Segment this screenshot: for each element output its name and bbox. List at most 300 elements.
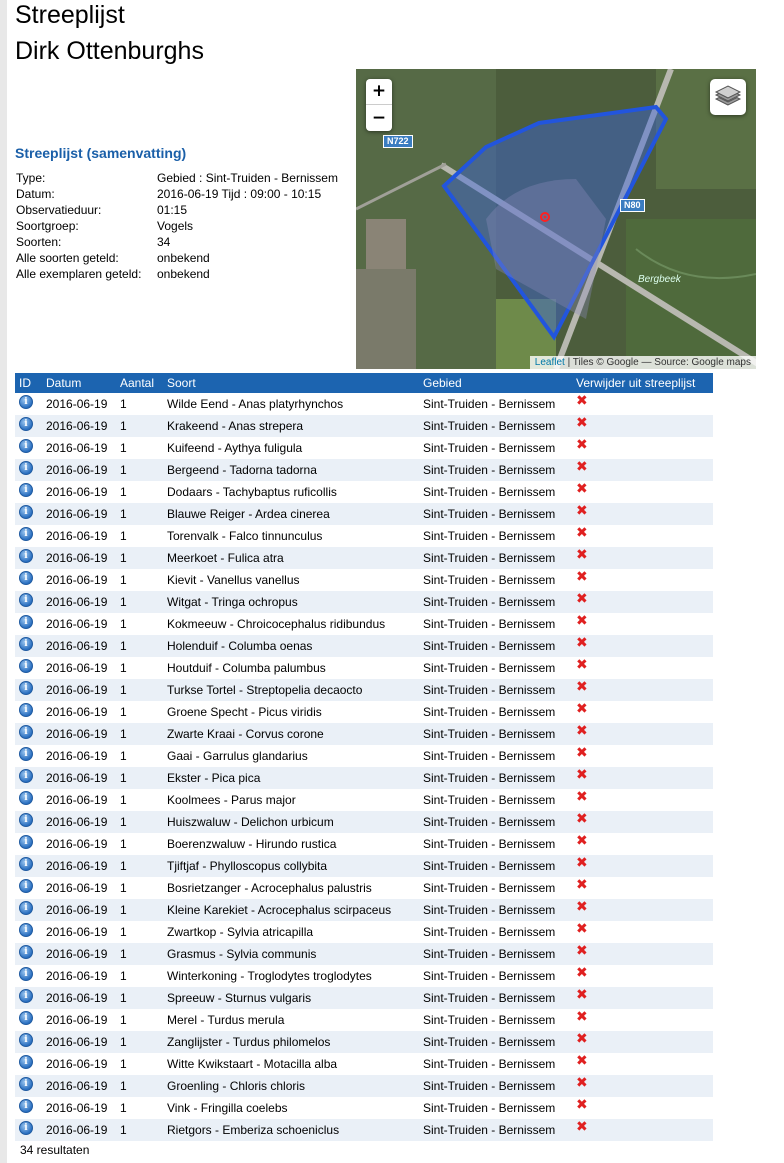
table-row — [15, 899, 713, 921]
info-icon[interactable]: i — [19, 989, 33, 1003]
cell-verwijder — [572, 1075, 713, 1097]
info-icon[interactable]: i — [19, 417, 33, 431]
info-icon[interactable]: i — [19, 395, 33, 409]
cell-verwijder — [572, 657, 713, 679]
table-row — [15, 1075, 713, 1097]
table-row — [15, 613, 713, 635]
cell-verwijder — [572, 547, 713, 569]
cell-id — [15, 767, 42, 789]
cell-id — [15, 437, 42, 459]
cell-datum: 2016-06-19 — [42, 635, 116, 657]
cell-aantal: 1 — [120, 397, 127, 411]
cell-datum: 2016-06-19 — [46, 1057, 108, 1071]
cell-id — [15, 569, 42, 591]
cell-verwijder — [572, 1119, 713, 1141]
cell-soort: Kuifeend - Aythya fuligula — [167, 441, 303, 455]
info-icon[interactable]: i — [19, 659, 33, 673]
cell-soort: Spreeuw - Sturnus vulgaris — [163, 987, 419, 1009]
delete-x-icon[interactable]: ✖ — [576, 899, 588, 915]
delete-x-icon[interactable]: ✖ — [576, 437, 588, 453]
delete-x-icon[interactable]: ✖ — [576, 657, 588, 673]
cell-aantal: 1 — [120, 1013, 127, 1027]
cell-datum: 2016-06-19 — [42, 723, 116, 745]
delete-x-icon[interactable]: ✖ — [576, 1009, 588, 1025]
cell-soort: Ekster - Pica pica — [163, 767, 419, 789]
map-view[interactable] — [356, 69, 756, 369]
summary-value: onbekend — [157, 267, 210, 281]
cell-aantal: 1 — [116, 591, 163, 613]
cell-aantal: 1 — [116, 767, 163, 789]
delete-x-icon[interactable]: ✖ — [576, 855, 588, 871]
table-row — [15, 459, 713, 481]
table-row — [15, 1031, 713, 1053]
cell-aantal: 1 — [116, 459, 163, 481]
cell-soort: Kleine Karekiet - Acrocephalus scirpaceus — [163, 899, 419, 921]
cell-aantal: 1 — [120, 749, 127, 763]
delete-x-icon[interactable]: ✖ — [576, 811, 588, 827]
map-attribution — [530, 356, 756, 369]
summary-label: Soortgroep: — [16, 219, 79, 233]
cell-datum: 2016-06-19 — [46, 441, 108, 455]
table-row — [15, 833, 713, 855]
delete-x-icon[interactable]: ✖ — [576, 767, 588, 783]
cell-soort: Turkse Tortel - Streptopelia decaocto — [163, 679, 419, 701]
cell-datum: 2016-06-19 — [42, 855, 116, 877]
cell-soort: Gaai - Garrulus glandarius — [167, 749, 308, 763]
info-icon[interactable]: i — [19, 923, 33, 937]
cell-gebied: Sint-Truiden - Bernissem — [423, 617, 556, 631]
info-icon[interactable]: i — [19, 1077, 33, 1091]
table-row — [15, 811, 713, 833]
delete-x-icon[interactable]: ✖ — [576, 591, 588, 607]
cell-id — [15, 1097, 42, 1119]
cell-soort: Blauwe Reiger - Ardea cinerea — [163, 503, 419, 525]
cell-datum: 2016-06-19 — [42, 503, 116, 525]
cell-soort: Wilde Eend - Anas platyrhynchos — [167, 397, 344, 411]
cell-id — [15, 1009, 42, 1031]
cell-datum: 2016-06-19 — [42, 459, 116, 481]
cell-soort: Houtduif - Columba palumbus — [167, 661, 326, 675]
cell-soort: Witte Kwikstaart - Motacilla alba — [167, 1057, 338, 1071]
cell-id — [15, 635, 42, 657]
cell-datum: 2016-06-19 — [46, 485, 108, 499]
cell-soort: Kievit - Vanellus vanellus — [167, 573, 300, 587]
cell-soort: Zanglijster - Turdus philomelos — [163, 1031, 419, 1053]
cell-datum: 2016-06-19 — [42, 899, 116, 921]
info-icon[interactable]: i — [19, 725, 33, 739]
cell-aantal: 1 — [116, 723, 163, 745]
place-label: Bergbeek — [638, 274, 681, 285]
cell-gebied: Sint-Truiden - Bernissem — [419, 415, 572, 437]
cell-datum: 2016-06-19 — [46, 1101, 108, 1115]
summary-label: Type: — [16, 171, 46, 185]
info-icon[interactable]: i — [19, 1121, 33, 1135]
page-title: Streeplijst — [15, 1, 125, 29]
cell-aantal: 1 — [116, 987, 163, 1009]
cell-datum: 2016-06-19 — [42, 767, 116, 789]
cell-aantal: 1 — [120, 1057, 127, 1071]
info-icon[interactable]: i — [19, 461, 33, 475]
cell-gebied: Sint-Truiden - Bernissem — [423, 969, 556, 983]
cell-datum: 2016-06-19 — [42, 679, 116, 701]
cell-gebied: Sint-Truiden - Bernissem — [423, 485, 556, 499]
summary-row — [16, 234, 342, 250]
road-label-n722: N722 — [383, 135, 413, 148]
cell-verwijder — [572, 525, 713, 547]
info-icon[interactable]: i — [19, 857, 33, 871]
cell-id — [15, 679, 42, 701]
cell-gebied: Sint-Truiden - Bernissem — [423, 749, 556, 763]
cell-gebied: Sint-Truiden - Bernissem — [419, 767, 572, 789]
table-row — [15, 437, 713, 459]
info-icon[interactable]: i — [19, 681, 33, 695]
cell-gebied: Sint-Truiden - Bernissem — [423, 1057, 556, 1071]
cell-id — [15, 723, 42, 745]
cell-gebied: Sint-Truiden - Bernissem — [419, 1075, 572, 1097]
delete-x-icon[interactable]: ✖ — [576, 1031, 588, 1047]
cell-soort: Vink - Fringilla coelebs — [167, 1101, 288, 1115]
table-row — [15, 415, 713, 437]
cell-gebied: Sint-Truiden - Bernissem — [419, 943, 572, 965]
cell-datum: 2016-06-19 — [46, 661, 108, 675]
cell-aantal: 1 — [120, 837, 127, 851]
cell-soort: Huiszwaluw - Delichon urbicum — [163, 811, 419, 833]
summary-label: Observatieduur: — [16, 203, 102, 217]
cell-aantal: 1 — [120, 1101, 127, 1115]
summary-row — [16, 250, 342, 266]
info-icon[interactable]: i — [19, 703, 33, 717]
cell-verwijder — [572, 393, 713, 415]
table-row — [15, 767, 713, 789]
cell-soort: Merel - Turdus merula — [167, 1013, 285, 1027]
cell-datum: 2016-06-19 — [42, 591, 116, 613]
summary-value: 01:15 — [157, 203, 188, 217]
cell-id — [15, 745, 42, 767]
cell-datum: 2016-06-19 — [46, 573, 108, 587]
cell-aantal: 1 — [120, 881, 127, 895]
cell-id — [15, 833, 42, 855]
cell-soort: Grasmus - Sylvia communis — [163, 943, 419, 965]
cell-aantal: 1 — [116, 635, 163, 657]
cell-verwijder — [572, 855, 713, 877]
delete-x-icon[interactable]: ✖ — [576, 789, 588, 805]
cell-verwijder — [572, 965, 713, 987]
info-icon[interactable]: i — [19, 637, 33, 651]
delete-x-icon[interactable]: ✖ — [576, 965, 588, 981]
col-header-verwijder: Verwijder uit streeplijst — [572, 373, 713, 393]
delete-x-icon[interactable]: ✖ — [576, 745, 588, 761]
summary-row — [16, 186, 342, 202]
cell-id — [15, 987, 42, 1009]
info-icon[interactable]: i — [19, 1033, 33, 1047]
col-header-gebied[interactable]: Gebied — [419, 373, 572, 393]
cell-gebied: Sint-Truiden - Bernissem — [423, 925, 556, 939]
cell-aantal: 1 — [120, 705, 127, 719]
result-count: 34 resultaten — [20, 1143, 90, 1157]
cell-datum: 2016-06-19 — [42, 1119, 116, 1141]
cell-id — [15, 481, 42, 503]
cell-verwijder — [572, 701, 713, 723]
delete-x-icon[interactable]: ✖ — [576, 921, 588, 937]
info-icon[interactable]: i — [19, 571, 33, 585]
table-row — [15, 1053, 713, 1075]
delete-x-icon[interactable]: ✖ — [576, 393, 588, 409]
cell-verwijder — [572, 899, 713, 921]
delete-x-icon[interactable]: ✖ — [576, 877, 588, 893]
info-icon[interactable]: i — [19, 505, 33, 519]
info-icon[interactable]: i — [19, 791, 33, 805]
cell-aantal: 1 — [120, 661, 127, 675]
delete-x-icon[interactable]: ✖ — [576, 723, 588, 739]
summary-value: onbekend — [157, 251, 210, 265]
info-icon[interactable]: i — [19, 769, 33, 783]
table-row — [15, 679, 713, 701]
cell-verwijder — [572, 635, 713, 657]
delete-x-icon[interactable]: ✖ — [576, 1075, 588, 1091]
cell-verwijder — [572, 943, 713, 965]
cell-gebied: Sint-Truiden - Bernissem — [419, 1031, 572, 1053]
cell-datum: 2016-06-19 — [46, 837, 108, 851]
cell-aantal: 1 — [116, 1075, 163, 1097]
cell-id — [15, 877, 42, 899]
summary-value: 34 — [157, 235, 171, 249]
summary-label: Datum: — [16, 187, 55, 201]
cell-soort: Meerkoet - Fulica atra — [163, 547, 419, 569]
cell-datum: 2016-06-19 — [42, 1031, 116, 1053]
summary-value: Gebied : Sint-Truiden - Bernissem — [157, 171, 338, 185]
cell-id — [15, 899, 42, 921]
summary-table — [16, 170, 342, 282]
layers-icon — [710, 79, 746, 115]
col-header-soort[interactable]: Soort — [163, 373, 419, 393]
cell-soort: Dodaars - Tachybaptus ruficollis — [167, 485, 337, 499]
table-header-row — [15, 373, 713, 393]
cell-soort: Kokmeeuw - Chroicocephalus ridibundus — [167, 617, 386, 631]
cell-aantal: 1 — [116, 415, 163, 437]
delete-x-icon[interactable]: ✖ — [576, 679, 588, 695]
cell-verwijder — [572, 1097, 713, 1119]
cell-gebied: Sint-Truiden - Bernissem — [419, 459, 572, 481]
col-header-aantal[interactable]: Aantal — [116, 373, 163, 393]
cell-soort: Bergeend - Tadorna tadorna — [163, 459, 419, 481]
info-icon[interactable]: i — [19, 593, 33, 607]
info-icon[interactable]: i — [19, 483, 33, 497]
cell-soort: Rietgors - Emberiza schoeniclus — [163, 1119, 419, 1141]
info-icon[interactable]: i — [19, 945, 33, 959]
cell-id — [15, 811, 42, 833]
info-icon[interactable]: i — [19, 901, 33, 915]
cell-soort: Witgat - Tringa ochropus — [163, 591, 419, 613]
table-row — [15, 635, 713, 657]
info-icon[interactable]: i — [19, 967, 33, 981]
zoom-out-button[interactable]: − — [371, 108, 387, 128]
cell-gebied: Sint-Truiden - Bernissem — [419, 503, 572, 525]
cell-aantal: 1 — [120, 617, 127, 631]
cell-aantal: 1 — [116, 811, 163, 833]
cell-gebied: Sint-Truiden - Bernissem — [419, 723, 572, 745]
cell-datum: 2016-06-19 — [42, 811, 116, 833]
info-icon[interactable]: i — [19, 615, 33, 629]
delete-x-icon[interactable]: ✖ — [576, 1097, 588, 1113]
cell-datum: 2016-06-19 — [42, 943, 116, 965]
summary-row — [16, 202, 342, 218]
info-icon[interactable]: i — [19, 549, 33, 563]
cell-aantal: 1 — [120, 529, 127, 543]
cell-gebied: Sint-Truiden - Bernissem — [419, 547, 572, 569]
cell-id — [15, 965, 42, 987]
cell-datum: 2016-06-19 — [42, 1075, 116, 1097]
delete-x-icon[interactable]: ✖ — [576, 503, 588, 519]
cell-datum: 2016-06-19 — [42, 987, 116, 1009]
info-icon[interactable]: i — [19, 1099, 33, 1113]
cell-id — [15, 591, 42, 613]
table-row — [15, 481, 713, 503]
delete-x-icon[interactable]: ✖ — [576, 459, 588, 475]
cell-datum: 2016-06-19 — [46, 529, 108, 543]
col-header-datum[interactable]: Datum — [42, 373, 116, 393]
cell-id — [15, 459, 42, 481]
cell-id — [15, 1075, 42, 1097]
cell-verwijder — [572, 503, 713, 525]
cell-soort: Zwarte Kraai - Corvus corone — [163, 723, 419, 745]
table-row — [15, 701, 713, 723]
table-row — [15, 1119, 713, 1141]
cell-aantal: 1 — [116, 679, 163, 701]
info-icon[interactable]: i — [19, 439, 33, 453]
table-row — [15, 789, 713, 811]
cell-soort: Winterkoning - Troglodytes troglodytes — [167, 969, 372, 983]
cell-datum: 2016-06-19 — [46, 749, 108, 763]
map-imagery — [356, 69, 756, 369]
cell-verwijder — [572, 1053, 713, 1075]
summary-value: Vogels — [157, 219, 194, 233]
cell-aantal: 1 — [120, 485, 127, 499]
cell-id — [15, 547, 42, 569]
table-row — [15, 547, 713, 569]
info-icon[interactable]: i — [19, 835, 33, 849]
cell-verwijder — [572, 415, 713, 437]
info-icon[interactable]: i — [19, 813, 33, 827]
cell-datum: 2016-06-19 — [42, 415, 116, 437]
cell-verwijder — [572, 481, 713, 503]
cell-aantal: 1 — [116, 1031, 163, 1053]
delete-x-icon[interactable]: ✖ — [576, 635, 588, 651]
table-row — [15, 965, 713, 987]
table-row — [15, 943, 713, 965]
cell-soort: Holenduif - Columba oenas — [163, 635, 419, 657]
delete-x-icon[interactable]: ✖ — [576, 569, 588, 585]
cell-gebied: Sint-Truiden - Bernissem — [423, 1101, 556, 1115]
summary-value: 2016-06-19 Tijd : 09:00 - 10:15 — [157, 187, 322, 201]
zoom-control — [366, 79, 392, 131]
zoom-in-button[interactable]: + — [366, 79, 392, 105]
layers-button[interactable] — [710, 79, 746, 115]
info-icon[interactable]: i — [19, 1055, 33, 1069]
cell-id — [15, 789, 42, 811]
cell-id — [15, 415, 42, 437]
table-row — [15, 745, 713, 767]
delete-x-icon[interactable]: ✖ — [576, 943, 588, 959]
cell-soort: Tjiftjaf - Phylloscopus collybita — [163, 855, 419, 877]
info-icon[interactable]: i — [19, 1011, 33, 1025]
cell-aantal: 1 — [120, 793, 127, 807]
cell-aantal: 1 — [120, 969, 127, 983]
cell-aantal: 1 — [120, 925, 127, 939]
delete-x-icon[interactable]: ✖ — [576, 1119, 588, 1135]
table-row — [15, 855, 713, 877]
table-row — [15, 921, 713, 943]
col-header-id[interactable]: ID — [15, 373, 42, 393]
cell-soort: Krakeend - Anas strepera — [163, 415, 419, 437]
cell-id — [15, 525, 42, 547]
summary-label: Alle soorten geteld: — [16, 251, 119, 265]
cell-gebied: Sint-Truiden - Bernissem — [419, 811, 572, 833]
info-icon[interactable]: i — [19, 527, 33, 541]
cell-gebied: Sint-Truiden - Bernissem — [419, 591, 572, 613]
cell-datum: 2016-06-19 — [46, 705, 108, 719]
info-icon[interactable]: i — [19, 879, 33, 893]
cell-gebied: Sint-Truiden - Bernissem — [419, 855, 572, 877]
cell-id — [15, 1053, 42, 1075]
delete-x-icon[interactable]: ✖ — [576, 613, 588, 629]
leaflet-link[interactable]: Leaflet — [534, 357, 565, 368]
cell-soort: Boerenzwaluw - Hirundo rustica — [167, 837, 337, 851]
info-icon[interactable]: i — [19, 747, 33, 761]
cell-aantal: 1 — [116, 547, 163, 569]
cell-datum: 2016-06-19 — [46, 969, 108, 983]
summary-heading: Streeplijst (samenvatting) — [15, 145, 187, 161]
cell-gebied: Sint-Truiden - Bernissem — [423, 397, 556, 411]
table-row — [15, 591, 713, 613]
cell-id — [15, 921, 42, 943]
cell-gebied: Sint-Truiden - Bernissem — [419, 679, 572, 701]
delete-x-icon[interactable]: ✖ — [576, 415, 588, 431]
cell-soort: Groene Specht - Picus viridis — [167, 705, 322, 719]
cell-datum: 2016-06-19 — [46, 617, 108, 631]
cell-datum: 2016-06-19 — [46, 397, 108, 411]
table-row — [15, 657, 713, 679]
cell-verwijder — [572, 1009, 713, 1031]
cell-gebied: Sint-Truiden - Bernissem — [423, 441, 556, 455]
cell-gebied: Sint-Truiden - Bernissem — [423, 881, 556, 895]
cell-id — [15, 855, 42, 877]
delete-x-icon[interactable]: ✖ — [576, 833, 588, 849]
cell-verwijder — [572, 569, 713, 591]
delete-x-icon[interactable]: ✖ — [576, 1053, 588, 1069]
cell-datum: 2016-06-19 — [46, 925, 108, 939]
delete-x-icon[interactable]: ✖ — [576, 547, 588, 563]
delete-x-icon[interactable]: ✖ — [576, 525, 588, 541]
cell-verwijder — [572, 1031, 713, 1053]
cell-verwijder — [572, 459, 713, 481]
table-row — [15, 1097, 713, 1119]
cell-datum: 2016-06-19 — [42, 547, 116, 569]
summary-row — [16, 218, 342, 234]
delete-x-icon[interactable]: ✖ — [576, 481, 588, 497]
cell-verwijder — [572, 723, 713, 745]
cell-gebied: Sint-Truiden - Bernissem — [423, 661, 556, 675]
table-row — [15, 393, 713, 415]
cell-datum: 2016-06-19 — [46, 881, 108, 895]
cell-aantal: 1 — [116, 855, 163, 877]
cell-id — [15, 503, 42, 525]
cell-gebied: Sint-Truiden - Bernissem — [423, 705, 556, 719]
delete-x-icon[interactable]: ✖ — [576, 701, 588, 717]
cell-id — [15, 1119, 42, 1141]
cell-id — [15, 701, 42, 723]
cell-id — [15, 393, 42, 415]
delete-x-icon[interactable]: ✖ — [576, 987, 588, 1003]
